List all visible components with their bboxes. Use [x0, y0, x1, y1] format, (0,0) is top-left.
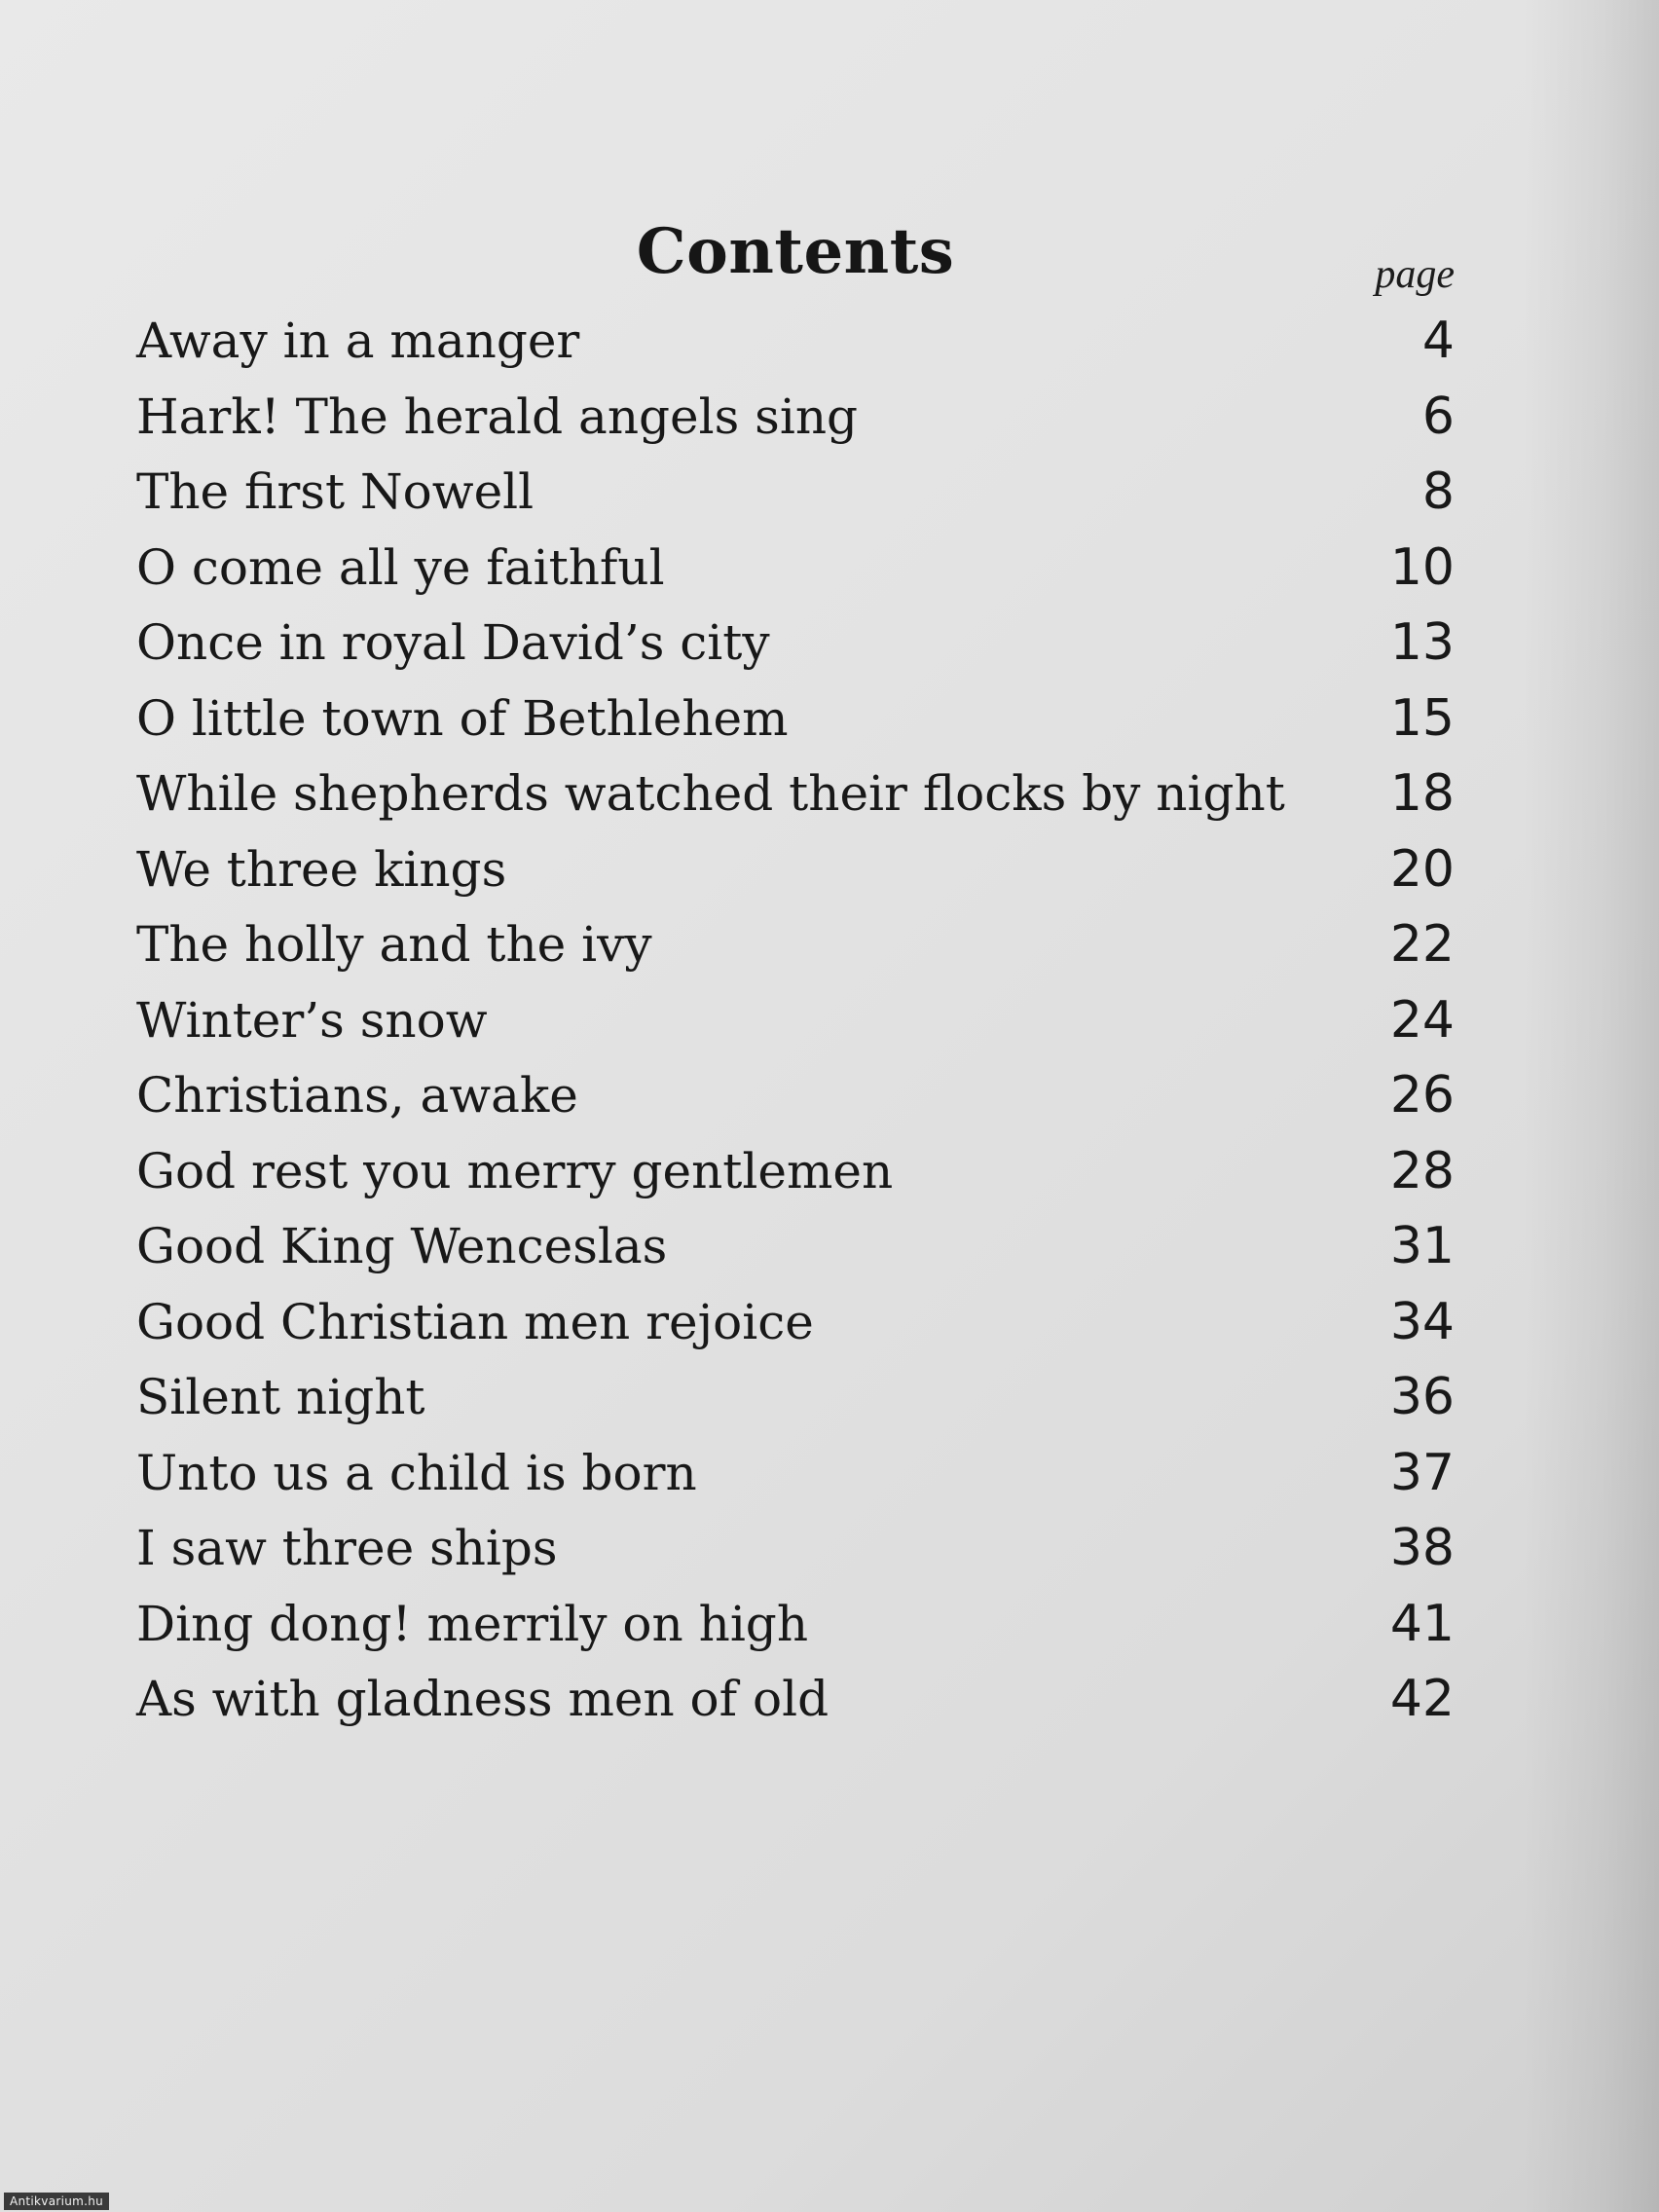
- entry-title: Once in royal David’s city: [136, 614, 770, 671]
- entry-page-number: 15: [1389, 688, 1455, 748]
- entry-page-number: 24: [1389, 990, 1455, 1050]
- entry-page-number: 42: [1389, 1670, 1455, 1728]
- entry-page-number: 34: [1389, 1292, 1455, 1351]
- entry-title: We three kings: [136, 840, 507, 898]
- entry-title: Good King Wenceslas: [136, 1218, 668, 1274]
- entry-page-number: 26: [1389, 1066, 1455, 1124]
- contents-entry: [136, 455, 1455, 531]
- page-shadow: [1523, 0, 1659, 2212]
- entry-page-number: 18: [1389, 764, 1455, 823]
- contents-entry: [136, 832, 1455, 908]
- page-title: Contents: [636, 214, 955, 288]
- entry-page-number: 37: [1389, 1443, 1455, 1502]
- entry-title: Winter’s snow: [136, 991, 488, 1049]
- contents-entry: [136, 1436, 1455, 1512]
- contents-entry: [136, 1285, 1455, 1361]
- contents-entry: [136, 1058, 1455, 1134]
- contents-entry: [136, 304, 1455, 380]
- entry-title: Hark! The herald angels sing: [136, 387, 859, 445]
- contents-entry: [136, 1209, 1455, 1285]
- entry-title: Good Christian men rejoice: [136, 1293, 814, 1350]
- contents-entry: [136, 682, 1455, 757]
- contents-entry: [136, 983, 1455, 1059]
- entry-page-number: 38: [1389, 1519, 1455, 1577]
- entry-title: Silent night: [136, 1369, 425, 1425]
- contents-entry: [136, 1360, 1455, 1436]
- entry-title: While shepherds watched their flocks by night: [136, 765, 1285, 822]
- contents-list: [136, 304, 1455, 1738]
- contents-entry: [136, 907, 1455, 983]
- contents-entry: [136, 1134, 1455, 1210]
- entry-page-number: 36: [1389, 1368, 1455, 1426]
- contents-entry: [136, 380, 1455, 456]
- entry-page-number: 8: [1421, 462, 1455, 521]
- contents-entry: [136, 1511, 1455, 1587]
- entry-title: Christians, awake: [136, 1067, 578, 1124]
- entry-page-number: 28: [1389, 1141, 1455, 1200]
- contents-entry: [136, 756, 1455, 832]
- entry-title: As with gladness men of old: [136, 1671, 830, 1727]
- entry-page-number: 13: [1389, 613, 1455, 672]
- contents-entry: [136, 531, 1455, 607]
- entry-title: I saw three ships: [136, 1520, 558, 1576]
- entry-title: Unto us a child is born: [136, 1444, 697, 1501]
- entry-page-number: 10: [1389, 537, 1455, 597]
- entry-page-number: 20: [1389, 839, 1455, 899]
- entry-title: The holly and the ivy: [136, 916, 652, 973]
- entry-title: God rest you merry gentlemen: [136, 1142, 894, 1199]
- contents-entry: [136, 1662, 1455, 1738]
- entry-title: Away in a manger: [136, 313, 580, 369]
- entry-title: O come all ye faithful: [136, 538, 665, 596]
- source-watermark: Antikvarium.hu: [4, 2193, 109, 2210]
- entry-page-number: 22: [1389, 915, 1455, 974]
- contents-entry: [136, 1587, 1455, 1663]
- entry-title: The first Nowell: [136, 463, 535, 520]
- entry-title: Ding dong! merrily on high: [136, 1595, 809, 1652]
- page-column-header: page: [1375, 252, 1455, 297]
- contents-entry: [136, 606, 1455, 682]
- entry-page-number: 41: [1389, 1594, 1455, 1653]
- entry-page-number: 6: [1421, 387, 1455, 446]
- entry-page-number: 31: [1389, 1217, 1455, 1275]
- entry-page-number: 4: [1421, 312, 1455, 370]
- entry-title: O little town of Bethlehem: [136, 689, 789, 747]
